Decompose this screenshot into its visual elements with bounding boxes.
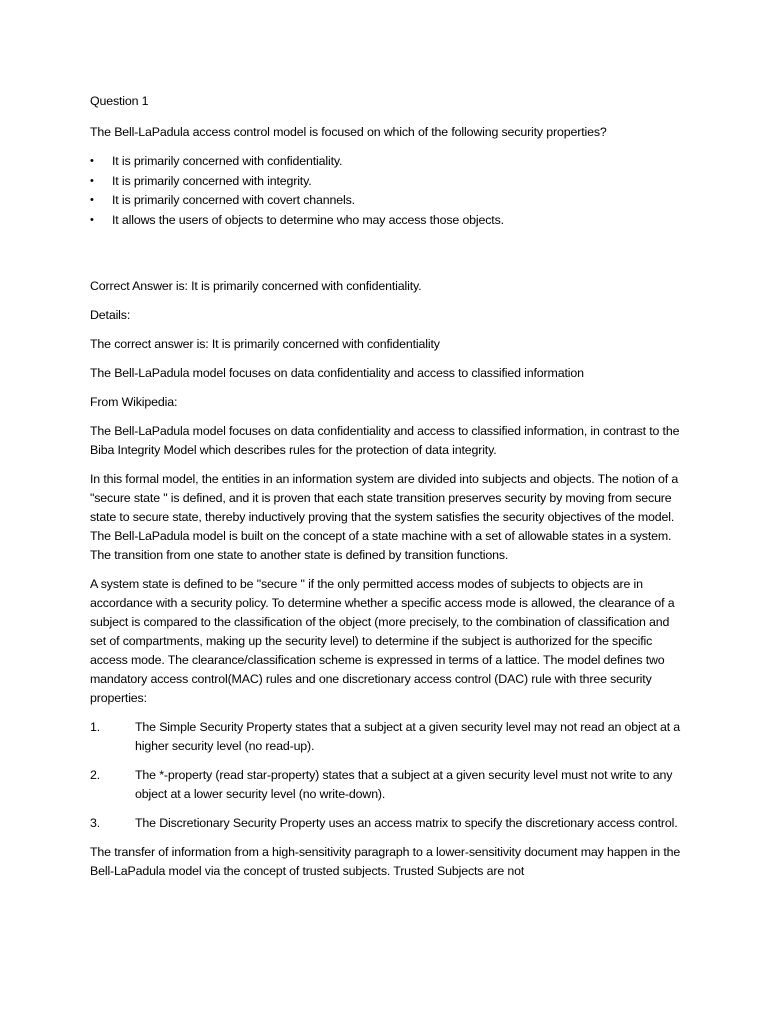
document-page [90, 92, 682, 891]
property-number: 1. [90, 720, 101, 734]
details-text: The correct answer is: It is primarily concerned with confidentiality [90, 337, 440, 351]
property-text: The Discretionary Security Property uses an access matrix to specify the discretionary access control. [135, 816, 678, 830]
answer-option [90, 191, 682, 211]
property-number: 3. [90, 816, 101, 830]
answer-option [90, 172, 682, 192]
bullet-icon: • [90, 213, 94, 226]
correct-answer: Correct Answer is: It is primarily concerned with confidentiality. [90, 279, 422, 293]
question-title: Question 1 [90, 94, 149, 108]
answer-options-list [90, 152, 682, 230]
property-number: 2. [90, 768, 101, 782]
question-prompt: The Bell-LaPadula access control model is focused on which of the following security properties? [90, 125, 607, 139]
answer-option-text: It allows the users of objects to determine who may access those objects. [112, 212, 504, 227]
paragraph-2: In this formal model, the entities in an information system are divided into subjects and objects. The notion of a "secure state " is defined, and it is proven that each state transition preserves security by moving from secure state to secure state, thereby inductively proving that the system satisfies the security objectives of the model. The Bell-LaPadula model is built on the concept of a state machine with a set of allowable states in a system. The transition from one state to another state is defined by transition functions. [90, 472, 679, 562]
property-text: The *-property (read star-property) states that a subject at a given security level must not write to any object at a lower security level (no write-down). [135, 768, 673, 801]
paragraph-4: The transfer of information from a high-sensitivity paragraph to a lower-sensitivity document may happen in the Bell-LaPadula model via the concept of trusted subjects. Trusted Subjects are not [90, 845, 681, 878]
summary-text: The Bell-LaPadula model focuses on data confidentiality and access to classified information [90, 366, 584, 380]
answer-option-text: It is primarily concerned with confidentiality. [112, 154, 343, 168]
security-property-item [90, 814, 682, 833]
paragraph-1: The Bell-LaPadula model focuses on data confidentiality and access to classified information, in contrast to the Biba Integrity Model which describes rules for the protection of data integrity. [90, 424, 680, 457]
bullet-icon: • [90, 155, 94, 167]
answer-option [90, 152, 682, 172]
property-text: The Simple Security Property states that a subject at a given security level may not read an object at a higher security level (no read-up). [135, 720, 681, 753]
security-property-item [90, 718, 682, 756]
paragraph-3: A system state is defined to be "secure " if the only permitted access modes of subjects to objects are in accordance with a security policy. To determine whether a specific access mode is allowed, the clearance of a subject is compared to the classification of the object (more precisely, to the combination of classification and set of compartments, making up the security level) to determine if the subject is authorized for the specific access mode. The clearance/classification scheme is expressed in terms of a lattice. The model defines two mandatory access control(MAC) rules and one discretionary access control (DAC) rule with three security properties: [90, 577, 675, 705]
bullet-icon: • [90, 194, 94, 206]
answer-option-text: It is primarily concerned with integrity. [112, 173, 312, 188]
details-label: Details: [90, 308, 131, 322]
security-property-item [90, 766, 682, 804]
answer-option [90, 211, 682, 231]
answer-option-text: It is primarily concerned with covert channels. [112, 193, 355, 207]
bullet-icon: • [90, 174, 94, 187]
source-label: From Wikipedia: [90, 395, 178, 409]
